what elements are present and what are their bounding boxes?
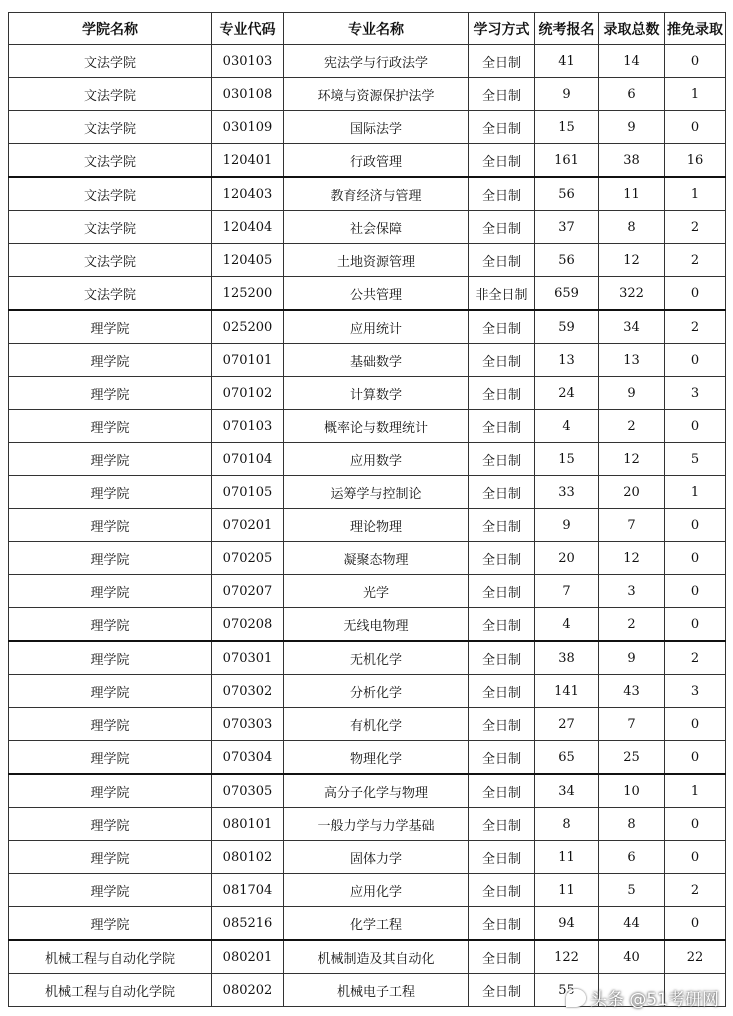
cell-study-mode: 全日制 [469,177,535,211]
cell-major-name: 机械制造及其自动化 [284,940,469,974]
cell-college: 文法学院 [9,45,212,78]
cell-total-admitted: 9 [599,641,665,675]
table-row [9,708,726,741]
cell-study-mode: 全日制 [469,874,535,907]
cell-college: 理学院 [9,874,212,907]
cell-total-admitted: 9 [599,111,665,144]
cell-total-admitted: 25 [599,741,665,775]
cell-exam-applicants: 41 [535,45,599,78]
cell-major-code: 070101 [212,344,284,377]
cell-college: 理学院 [9,675,212,708]
cell-college: 文法学院 [9,177,212,211]
cell-recommended-admitted: 3 [665,675,726,708]
cell-major-code: 120403 [212,177,284,211]
cell-study-mode: 全日制 [469,708,535,741]
cell-total-admitted: 38 [599,144,665,178]
cell-major-code: 070303 [212,708,284,741]
table-row [9,344,726,377]
table-row [9,808,726,841]
header-total-admitted: 录取总数 [599,13,665,45]
cell-recommended-admitted: 0 [665,608,726,642]
cell-major-name: 宪法学与行政法学 [284,45,469,78]
cell-major-name: 物理化学 [284,741,469,775]
cell-college: 文法学院 [9,144,212,178]
cell-major-name: 凝聚态物理 [284,542,469,575]
cell-recommended-admitted: 0 [665,708,726,741]
cell-college: 理学院 [9,410,212,443]
cell-study-mode: 全日制 [469,211,535,244]
speech-bubble-icon [566,989,586,1007]
header-exam-applicants: 统考报名 [535,13,599,45]
header-major-name: 专业名称 [284,13,469,45]
cell-exam-applicants: 13 [535,344,599,377]
cell-major-code: 070205 [212,542,284,575]
cell-major-code: 080202 [212,974,284,1007]
cell-recommended-admitted: 0 [665,344,726,377]
cell-major-code: 120405 [212,244,284,277]
cell-major-name: 光学 [284,575,469,608]
table-row [9,741,726,775]
cell-total-admitted: 44 [599,907,665,941]
cell-exam-applicants: 9 [535,509,599,542]
cell-recommended-admitted: 2 [665,641,726,675]
cell-exam-applicants: 34 [535,774,599,808]
cell-recommended-admitted: 22 [665,940,726,974]
table-row [9,377,726,410]
cell-study-mode: 全日制 [469,675,535,708]
table-row [9,575,726,608]
cell-exam-applicants: 15 [535,443,599,476]
cell-college: 文法学院 [9,277,212,311]
cell-recommended-admitted: 0 [665,741,726,775]
cell-total-admitted: 43 [599,675,665,708]
cell-total-admitted: 6 [599,841,665,874]
cell-exam-applicants: 141 [535,675,599,708]
cell-study-mode: 全日制 [469,741,535,775]
table-row [9,111,726,144]
cell-exam-applicants: 24 [535,377,599,410]
cell-major-code: 070305 [212,774,284,808]
cell-exam-applicants: 94 [535,907,599,941]
cell-recommended-admitted: 0 [665,45,726,78]
cell-major-code: 070208 [212,608,284,642]
cell-recommended-admitted: 0 [665,277,726,311]
cell-major-name: 无线电物理 [284,608,469,642]
cell-college: 文法学院 [9,244,212,277]
cell-study-mode: 全日制 [469,244,535,277]
cell-college: 理学院 [9,310,212,344]
cell-major-name: 无机化学 [284,641,469,675]
cell-study-mode: 全日制 [469,841,535,874]
header-college: 学院名称 [9,13,212,45]
table-row [9,244,726,277]
cell-major-code: 025200 [212,310,284,344]
table-row [9,675,726,708]
cell-total-admitted: 8 [599,211,665,244]
cell-total-admitted: 2 [599,410,665,443]
table-row [9,410,726,443]
cell-college: 理学院 [9,443,212,476]
cell-college: 理学院 [9,344,212,377]
cell-college: 机械工程与自动化学院 [9,940,212,974]
cell-college: 文法学院 [9,211,212,244]
cell-total-admitted: 9 [599,377,665,410]
cell-major-name: 应用化学 [284,874,469,907]
cell-study-mode: 全日制 [469,310,535,344]
cell-major-code: 125200 [212,277,284,311]
table-row [9,940,726,974]
table-row [9,774,726,808]
watermark-text: 头条 @51考研网 [589,990,719,1010]
table-row [9,542,726,575]
cell-college: 理学院 [9,774,212,808]
cell-study-mode: 全日制 [469,907,535,941]
cell-total-admitted: 322 [599,277,665,311]
cell-college: 理学院 [9,741,212,775]
cell-total-admitted: 7 [599,708,665,741]
cell-college: 理学院 [9,808,212,841]
cell-recommended-admitted: 0 [665,542,726,575]
cell-exam-applicants: 11 [535,874,599,907]
cell-study-mode: 全日制 [469,377,535,410]
cell-major-name: 机械电子工程 [284,974,469,1007]
cell-study-mode: 全日制 [469,111,535,144]
cell-recommended-admitted: 1 [665,476,726,509]
cell-major-code: 070304 [212,741,284,775]
cell-major-code: 081704 [212,874,284,907]
table-row [9,907,726,941]
cell-total-admitted: 5 [599,874,665,907]
cell-exam-applicants: 59 [535,310,599,344]
cell-study-mode: 全日制 [469,78,535,111]
cell-major-name: 固体力学 [284,841,469,874]
cell-major-code: 085216 [212,907,284,941]
cell-exam-applicants: 56 [535,177,599,211]
cell-college: 理学院 [9,377,212,410]
cell-major-name: 社会保障 [284,211,469,244]
table-row [9,874,726,907]
cell-study-mode: 全日制 [469,144,535,178]
cell-college: 理学院 [9,841,212,874]
cell-college: 理学院 [9,575,212,608]
cell-exam-applicants: 659 [535,277,599,311]
cell-total-admitted: 40 [599,940,665,974]
cell-major-name: 分析化学 [284,675,469,708]
watermark [566,985,719,1010]
table-row [9,78,726,111]
cell-college: 文法学院 [9,78,212,111]
header-major-code: 专业代码 [212,13,284,45]
cell-recommended-admitted: 2 [665,244,726,277]
cell-recommended-admitted: 16 [665,144,726,178]
cell-total-admitted: 3 [599,575,665,608]
cell-college: 文法学院 [9,111,212,144]
cell-exam-applicants: 11 [535,841,599,874]
cell-major-name: 行政管理 [284,144,469,178]
cell-exam-applicants: 122 [535,940,599,974]
cell-college: 理学院 [9,708,212,741]
table-row [9,211,726,244]
cell-exam-applicants: 4 [535,608,599,642]
cell-exam-applicants: 4 [535,410,599,443]
table-row [9,277,726,311]
cell-recommended-admitted: 0 [665,111,726,144]
header-row [9,13,726,45]
cell-recommended-admitted: 1 [665,78,726,111]
cell-study-mode: 全日制 [469,509,535,542]
cell-total-admitted: 14 [599,45,665,78]
cell-study-mode: 全日制 [469,774,535,808]
cell-exam-applicants: 15 [535,111,599,144]
cell-study-mode: 全日制 [469,808,535,841]
cell-total-admitted: 13 [599,344,665,377]
cell-major-name: 理论物理 [284,509,469,542]
cell-major-code: 070105 [212,476,284,509]
cell-recommended-admitted: 0 [665,808,726,841]
cell-major-code: 080102 [212,841,284,874]
cell-exam-applicants: 27 [535,708,599,741]
cell-college: 理学院 [9,608,212,642]
table-body [9,45,726,1007]
table-row [9,608,726,642]
cell-major-code: 070103 [212,410,284,443]
cell-total-admitted: 2 [599,608,665,642]
table-row [9,144,726,178]
cell-major-name: 计算数学 [284,377,469,410]
cell-recommended-admitted: 0 [665,841,726,874]
cell-college: 理学院 [9,509,212,542]
cell-major-name: 一般力学与力学基础 [284,808,469,841]
cell-college: 机械工程与自动化学院 [9,974,212,1007]
cell-college: 理学院 [9,907,212,941]
cell-recommended-admitted: 1 [665,774,726,808]
cell-major-code: 030109 [212,111,284,144]
cell-major-name: 高分子化学与物理 [284,774,469,808]
cell-major-code: 120401 [212,144,284,178]
cell-exam-applicants: 161 [535,144,599,178]
cell-major-name: 运筹学与控制论 [284,476,469,509]
cell-major-name: 化学工程 [284,907,469,941]
cell-major-code: 070207 [212,575,284,608]
table-row [9,509,726,542]
cell-major-code: 080101 [212,808,284,841]
cell-total-admitted: 11 [599,177,665,211]
cell-total-admitted: 12 [599,542,665,575]
cell-recommended-admitted: 2 [665,211,726,244]
cell-study-mode: 全日制 [469,641,535,675]
cell-college: 理学院 [9,641,212,675]
cell-recommended-admitted: 0 [665,575,726,608]
table-row [9,177,726,211]
cell-major-code: 030103 [212,45,284,78]
cell-total-admitted: 34 [599,310,665,344]
cell-study-mode: 全日制 [469,608,535,642]
cell-study-mode: 全日制 [469,443,535,476]
cell-major-code: 070302 [212,675,284,708]
cell-recommended-admitted: 2 [665,310,726,344]
cell-recommended-admitted: 1 [665,177,726,211]
table-row [9,443,726,476]
cell-recommended-admitted: 5 [665,443,726,476]
cell-total-admitted: 12 [599,244,665,277]
cell-major-code: 070301 [212,641,284,675]
table-row [9,310,726,344]
cell-study-mode: 全日制 [469,344,535,377]
table-row [9,45,726,78]
table-row [9,841,726,874]
cell-recommended-admitted: 0 [665,410,726,443]
cell-major-code: 120404 [212,211,284,244]
cell-total-admitted: 8 [599,808,665,841]
cell-exam-applicants: 38 [535,641,599,675]
cell-major-code: 080201 [212,940,284,974]
table-row [9,476,726,509]
cell-study-mode: 非全日制 [469,277,535,311]
cell-study-mode: 全日制 [469,45,535,78]
cell-exam-applicants: 9 [535,78,599,111]
cell-major-name: 基础数学 [284,344,469,377]
cell-exam-applicants: 56 [535,244,599,277]
cell-recommended-admitted: 3 [665,377,726,410]
cell-exam-applicants: 7 [535,575,599,608]
cell-major-name: 土地资源管理 [284,244,469,277]
cell-total-admitted: 6 [599,78,665,111]
cell-major-code: 070104 [212,443,284,476]
cell-study-mode: 全日制 [469,575,535,608]
cell-study-mode: 全日制 [469,542,535,575]
cell-major-name: 教育经济与管理 [284,177,469,211]
cell-recommended-admitted: 0 [665,907,726,941]
cell-college: 理学院 [9,476,212,509]
cell-study-mode: 全日制 [469,410,535,443]
cell-recommended-admitted: 0 [665,509,726,542]
cell-major-name: 应用数学 [284,443,469,476]
cell-college: 理学院 [9,542,212,575]
cell-major-name: 环境与资源保护法学 [284,78,469,111]
cell-major-name: 概率论与数理统计 [284,410,469,443]
cell-major-name: 公共管理 [284,277,469,311]
cell-study-mode: 全日制 [469,940,535,974]
cell-major-code: 070201 [212,509,284,542]
cell-study-mode: 全日制 [469,974,535,1007]
cell-major-name: 国际法学 [284,111,469,144]
cell-exam-applicants: 37 [535,211,599,244]
cell-total-admitted: 12 [599,443,665,476]
cell-major-name: 应用统计 [284,310,469,344]
admissions-table [8,12,726,1007]
cell-major-code: 070102 [212,377,284,410]
cell-study-mode: 全日制 [469,476,535,509]
cell-total-admitted: 20 [599,476,665,509]
cell-total-admitted: 10 [599,774,665,808]
cell-major-name: 有机化学 [284,708,469,741]
table-row [9,641,726,675]
cell-exam-applicants: 33 [535,476,599,509]
cell-total-admitted: 7 [599,509,665,542]
header-study-mode: 学习方式 [469,13,535,45]
cell-exam-applicants: 20 [535,542,599,575]
header-recommended-admitted: 推免录取 [665,13,726,45]
cell-recommended-admitted: 2 [665,874,726,907]
cell-major-code: 030108 [212,78,284,111]
cell-exam-applicants: 65 [535,741,599,775]
cell-exam-applicants: 55 [535,974,599,1007]
cell-exam-applicants: 8 [535,808,599,841]
